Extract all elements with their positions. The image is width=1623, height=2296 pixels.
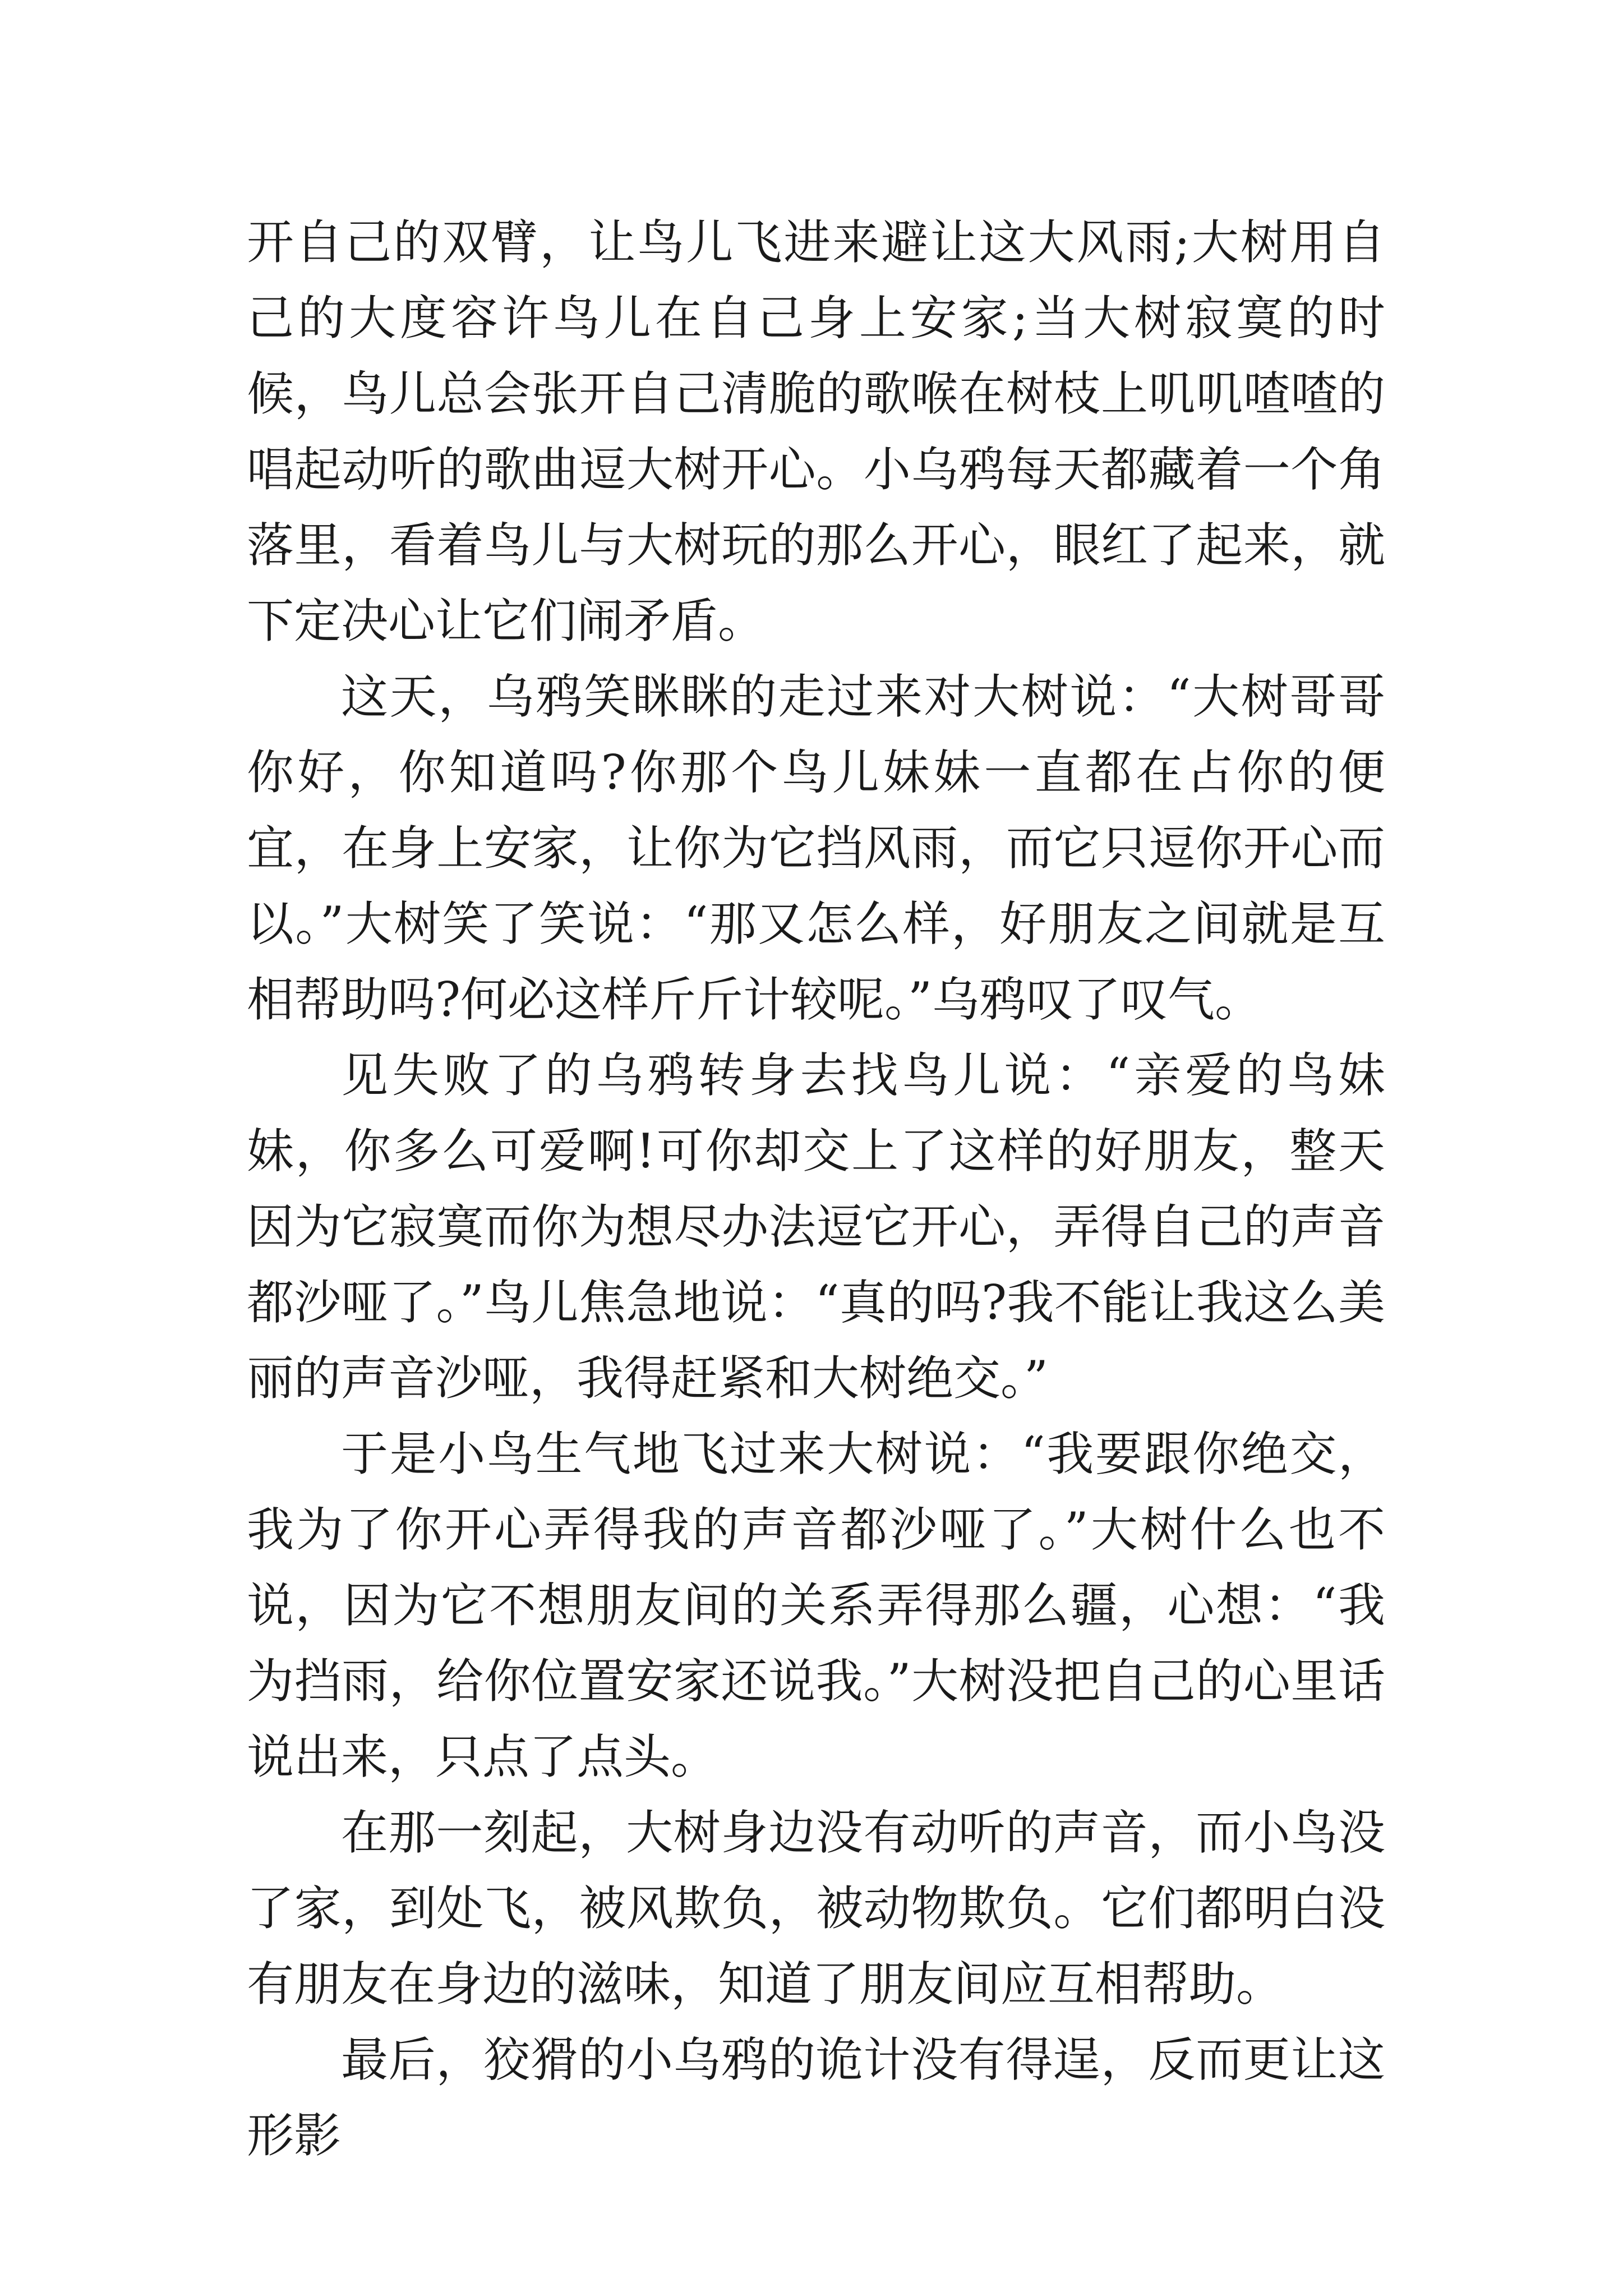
paragraph-2: 这天，乌鸦笑眯眯的走过来对大树说：“大树哥哥你好，你知道吗?你那个鸟儿妹妹一直都在占你的便宜，在身上安家，让你为它挡风雨，而它只逗你开心而以。”大树笑了笑说：“那又怎么样，好朋友之间就是互相帮助吗?何必这样斤斤计较呢。”乌鸦叹了叹气。 (247, 669, 1385, 1027)
document-body (247, 205, 1385, 2174)
paragraph-5: 在那一刻起，大树身边没有动听的声音，而小鸟没了家，到处飞，被风欺负，被动物欺负。它们都明白没有朋友在身边的滋味，知道了朋友间应互相帮助。 (247, 1805, 1385, 2012)
paragraph-3: 见失败了的乌鸦转身去找鸟儿说：“亲爱的鸟妹妹，你多么可爱啊!可你却交上了这样的好朋友，整天因为它寂寞而你为想尽办法逗它开心，弄得自己的声音都沙哑了。”鸟儿焦急地说：“真的吗?我不能让我这么美丽的声音沙哑，我得赶紧和大树绝交。” (247, 1048, 1385, 1406)
paragraph-6: 最后，狡猾的小乌鸦的诡计没有得逞，反而更让这形影 (247, 2032, 1385, 2163)
paragraph-1: 开自己的双臂，让鸟儿飞进来避让这大风雨;大树用自己的大度容许鸟儿在自己身上安家;当大树寂寞的时候，鸟儿总会张开自己清脆的歌喉在树枝上叽叽喳喳的唱起动听的歌曲逗大树开心。小乌鸦每天都藏着一个角落里，看着鸟儿与大树玩的那么开心，眼红了起来，就下定决心让它们闹矛盾。 (247, 215, 1385, 648)
paragraph-4: 于是小鸟生气地飞过来大树说：“我要跟你绝交，我为了你开心弄得我的声音都沙哑了。”大树什么也不说，因为它不想朋友间的关系弄得那么疆，心想：“我为挡雨，给你位置安家还说我。”大树没把自己的心里话说出来，只点了点头。 (247, 1427, 1385, 1784)
